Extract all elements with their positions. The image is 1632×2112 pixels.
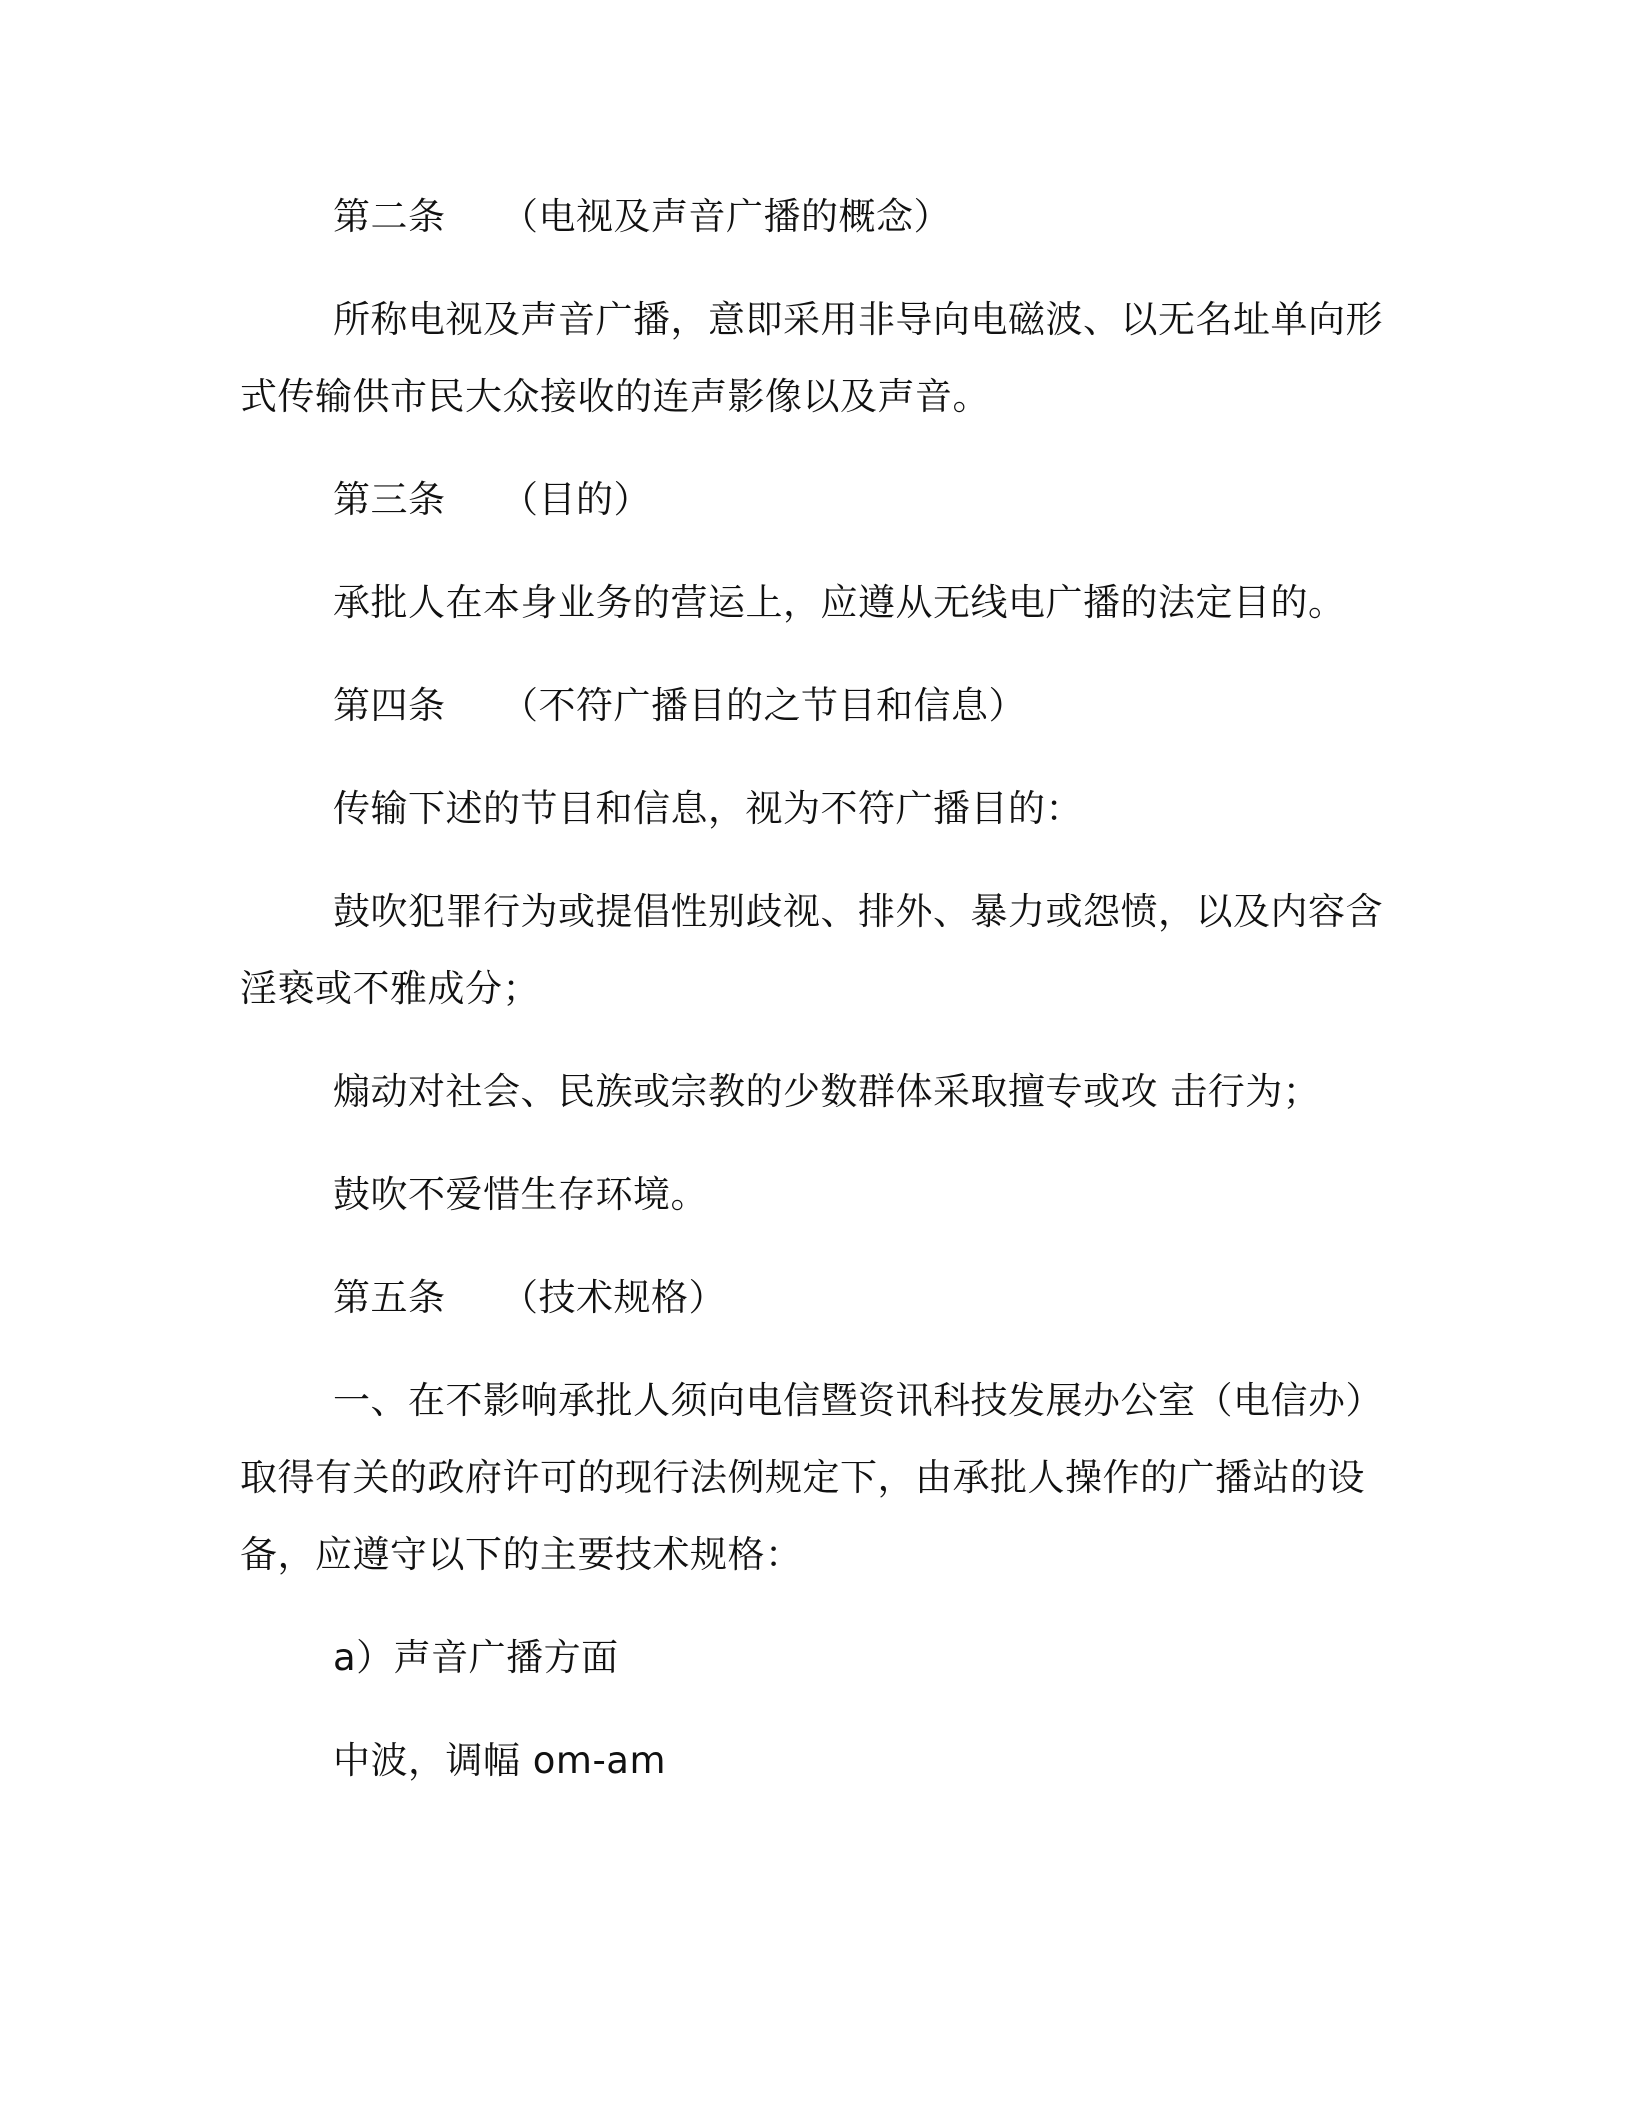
paragraph-line: 中波，调幅 om-am (333, 1739, 667, 1782)
paragraph-line: 一、在不影响承批人须向电信暨资讯科技发展办公室（电信办） (333, 1379, 1383, 1422)
paragraph-line: 备，应遵守以下的主要技术规格： (240, 1533, 803, 1576)
article-title: （不符广播目的之节目和信息） (501, 684, 1026, 727)
paragraph-line: 式传输供市民大众接收的连声影像以及声音。 (240, 375, 990, 418)
paragraph-line: 所称电视及声音广播，意即采用非导向电磁波、以无名址单向形 (333, 298, 1383, 341)
article-title: （电视及声音广播的概念） (501, 195, 951, 238)
paragraph-line: 传输下述的节目和信息，视为不符广播目的： (333, 787, 1083, 830)
article-2-heading (333, 195, 951, 239)
article-3-heading (333, 478, 651, 522)
article-number: 第四条 (333, 684, 446, 727)
paragraph-line: 鼓吹不爱惜生存环境。 (333, 1173, 708, 1216)
paragraph-line: 煽动对社会、民族或宗教的少数群体采取擅专或攻 击行为； (333, 1070, 1321, 1113)
paragraph-line: 鼓吹犯罪行为或提倡性别歧视、排外、暴力或怨愤，以及内容含 (333, 890, 1383, 933)
paragraph-line: 淫亵或不雅成分； (240, 967, 540, 1010)
article-4-heading (333, 684, 1026, 728)
paragraph-line: 承批人在本身业务的营运上，应遵从无线电广播的法定目的。 (333, 581, 1346, 624)
article-number: 第三条 (333, 478, 446, 521)
article-number: 第二条 (333, 195, 446, 238)
subsection-heading: a）声音广播方面 (333, 1636, 619, 1679)
article-title: （技术规格） (501, 1276, 726, 1319)
paragraph-line: 取得有关的政府许可的现行法例规定下，由承批人操作的广播站的设 (240, 1456, 1365, 1499)
article-title: （目的） (501, 478, 651, 521)
article-number: 第五条 (333, 1276, 446, 1319)
article-5-heading (333, 1276, 726, 1320)
